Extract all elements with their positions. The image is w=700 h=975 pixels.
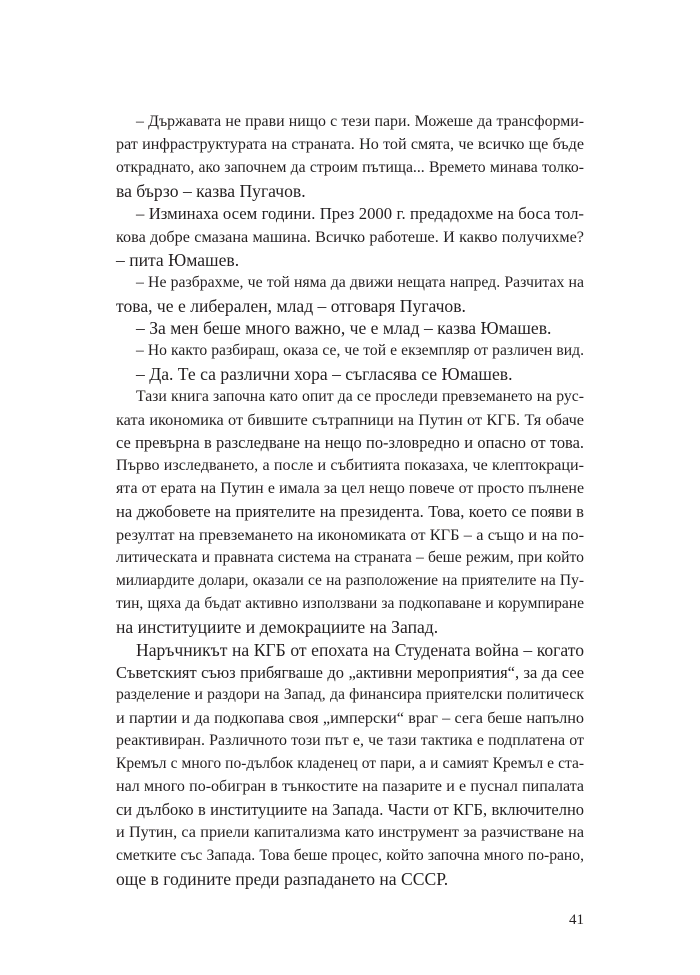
text-line: разделение и раздори на Запад, да финансира приятелски политическ — [116, 686, 584, 704]
text-line: още в годините преди разпадането на СССР. — [116, 868, 449, 889]
text-line: Кремъл с много по-дълбок кладенец от пари, а и самият Кремъл е ста- — [116, 755, 584, 773]
text-line: литическата и правната система на страната – беше режим, при който — [116, 548, 584, 566]
text-line: – Но както разбираш, оказа се, че той е екземпляр от различен вид. — [136, 342, 584, 360]
text-line: се превърна в разследване на нещо по-зловредно и опасно от това. — [116, 433, 584, 453]
text-line: това, че е либерален, млад – отговаря Пугачов. — [116, 295, 466, 316]
text-line: ята от ерата на Путин е имала за цел нещо повече от просто пълнене — [116, 480, 584, 497]
text-line: рат инфраструктурата на страната. Но той смята, че всичко ще бъде — [116, 135, 584, 153]
text-line: – Не разбрахме, че той няма да движи нещата напред. Разчитах на — [136, 273, 584, 291]
text-line: – За мен беше много важно, че е млад – казва Юмашев. — [136, 318, 552, 339]
text-line: и партии и да подкопава своя „имперски“ враг – сега беше напълно — [116, 709, 584, 728]
text-line: Наръчникът на КГБ от епохата на Студената война – когато — [136, 639, 584, 660]
text-line: резултат на превземането на икономиката от КГБ – а също и на по- — [116, 524, 584, 544]
text-line: – пита Юмашев. — [116, 249, 240, 270]
text-line: – Изминаха осем години. През 2000 г. предадохме на боса тол- — [136, 203, 584, 223]
text-line: Тази книга започна като опит да се проследи превземането на рус- — [136, 388, 584, 406]
text-line: милиардите долари, оказали се на разположение на приятелите на Пу- — [116, 571, 584, 589]
text-line: Съветският съюз прибягваше до „активни мероприятия“, за да сее — [116, 662, 584, 682]
text-line: – Държавата не прави нищо с тези пари. Можеше да трансформи- — [136, 113, 584, 130]
text-line: на джобовете на приятелите на президента. Това, което се появи в — [116, 501, 584, 521]
text-line: ката икономика от бившите сътрапници на Путин от КГБ. Тя обаче — [116, 410, 584, 430]
page-number: 41 — [569, 912, 584, 928]
text-line: реактивиран. Различното този път е, че тази тактика е подплатена от — [116, 732, 584, 750]
text-line: откраднато, ако започнем да строим пътища... Времето минава толко- — [116, 158, 584, 176]
text-line: Първо изследването, а после и събитията показаха, че клептокраци- — [116, 457, 584, 475]
text-line: кова добре смазана машина. Всичко работеше. И какво получихме? — [116, 227, 584, 246]
text-line: тин, щяха да бъдат активно използвани за подкопаване и корумпиране — [116, 594, 584, 612]
text-line: ва бързо – казва Пугачов. — [116, 180, 306, 201]
text-line: сметките със Запада. Това беше процес, който започна много по-рано, — [116, 847, 584, 864]
body-text — [116, 111, 584, 891]
text-line: нал много по-обигран в тънкостите на пазарите и е пуснал пипалата — [116, 778, 584, 796]
text-line: – Да. Те са различни хора – съгласява се Юмашев. — [136, 364, 513, 385]
text-line: си дълбоко в институциите на Запада. Части от КГБ, включително — [116, 800, 584, 820]
text-line: на институциите и демокрациите на Запад. — [116, 616, 439, 637]
text-line: и Путин, са приели капитализма като инструмент за разчистване на — [116, 824, 584, 842]
